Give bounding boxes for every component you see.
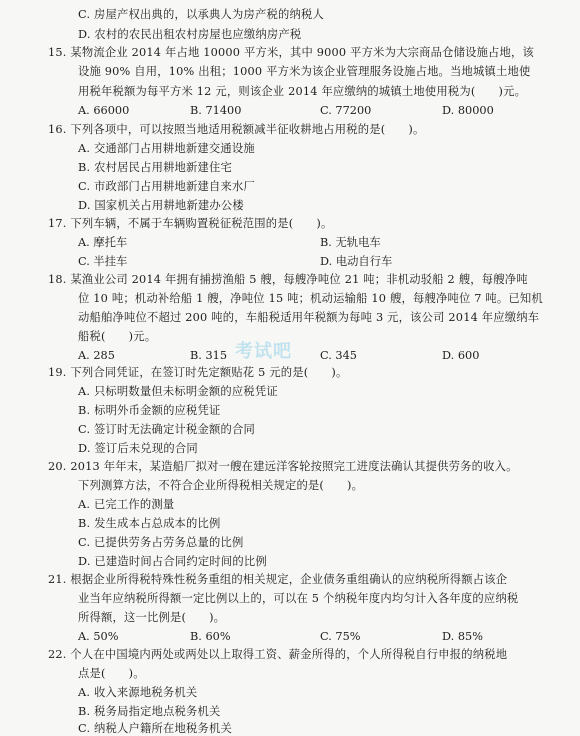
q19-stem: 19. 下列合同凭证，在签订时先定额贴花 5 元的是( )。: [48, 366, 348, 379]
q17-option-a: A. 摩托车: [78, 236, 128, 249]
q19-option-a: A. 只标明数量但未标明金额的应税凭证: [78, 385, 278, 398]
q15-options: [78, 104, 548, 118]
q22-option-c: C. 纳税人户籍所在地税务机关: [78, 722, 232, 735]
q20-stem-line2: 下列测算方法，不符合企业所得税相关规定的是( )。: [78, 479, 364, 492]
q15-stem-line3: 用税年税额为每平方米 12 元，则该企业 2014 年应缴纳的城镇土地使用税为( )元。: [78, 85, 527, 98]
q15-stem-line1: 15. 某物流企业 2014 年占地 10000 平方米，其中 9000 平方米为大宗商品仓储设施占地，该: [48, 46, 535, 59]
q18-options: [78, 349, 548, 363]
q17-option-b: B. 无轨电车: [320, 236, 381, 249]
q15-option-b: B. 71400: [190, 104, 242, 117]
q21-option-c: C. 75%: [320, 630, 361, 643]
q22-stem-line2: 点是( )。: [78, 667, 145, 680]
q22-stem-line1: 22. 个人在中国境内两处或两处以上取得工资、薪金所得的，个人所得税自行申报的纳税地: [48, 648, 508, 661]
q18-stem-line1: 18. 某渔业公司 2014 年拥有捕捞渔船 5 艘，每艘净吨位 21 吨；非机动驳船 2 艘，每艘净吨: [48, 273, 528, 286]
q16-option-a: A. 交通部门占用耕地新建交通设施: [78, 142, 255, 155]
q22-option-b: B. 税务局指定地点税务机关: [78, 705, 221, 718]
q16-stem: 16. 下列各项中，可以按照当地适用税额减半征收耕地占用税的是( )。: [48, 123, 425, 136]
q14-option-d: D. 农村的农民出租农村房屋也应缴纳房产税: [78, 28, 302, 41]
q20-stem-line1: 20. 2013 年年末，某造船厂拟对一艘在建远洋客轮按照完工进度法确认其提供劳务的收入。: [48, 460, 518, 473]
q18-option-c: C. 345: [320, 349, 357, 362]
q18-option-a: A. 285: [78, 349, 115, 362]
q15-option-d: D. 80000: [442, 104, 494, 117]
q16-option-b: B. 农村居民占用耕地新建住宅: [78, 161, 233, 174]
q18-stem-line2: 位 10 吨；机动补给船 1 艘，净吨位 15 吨；机动运输船 10 艘，每艘净吨位 7 吨。已知机: [78, 292, 543, 305]
q20-option-d: D. 已建造时间占合同约定时间的比例: [78, 555, 267, 568]
q20-option-a: A. 已完工作的测量: [78, 498, 175, 511]
q21-stem-line1: 21. 根据企业所得税特殊性税务重组的相关规定，企业债务重组确认的应纳税所得额占该企: [48, 573, 508, 586]
q19-option-d: D. 签订后未兑现的合同: [78, 442, 198, 455]
q18-option-b: B. 315: [190, 349, 228, 362]
q21-option-a: A. 50%: [78, 630, 119, 643]
q21-stem-line2: 业当年应纳税所得额一定比例以上的，可以在 5 个纳税年度内均匀计入各年度的应纳税: [78, 592, 519, 605]
q18-option-d: D. 600: [442, 349, 480, 362]
q15-stem-line2: 设施 90% 自用，10% 出租；1000 平方米为该企业管理服务设施占地。当地城镇土地使: [78, 65, 531, 78]
q21-option-b: B. 60%: [190, 630, 231, 643]
q18-stem-line4: 船税( )元。: [78, 330, 157, 343]
watermark-logo: 考试吧: [235, 341, 292, 362]
q21-options: [78, 630, 548, 644]
q19-option-b: B. 标明外币金额的应税凭证: [78, 404, 221, 417]
q17-options-row1: [78, 236, 548, 250]
q19-option-c: C. 签订时无法确定计税金额的合同: [78, 423, 255, 436]
q17-stem: 17. 下列车辆，不属于车辆购置税征税范围的是( )。: [48, 217, 333, 230]
q16-option-c: C. 市政部门占用耕地新建自来水厂: [78, 180, 255, 193]
q15-option-a: A. 66000: [78, 104, 130, 117]
q22-option-a: A. 收入来源地税务机关: [78, 686, 198, 699]
q18-stem-line3: 动船舶净吨位不超过 200 吨的，车船税适用年税额为每吨 3 元，该公司 2014 年应缴纳车: [78, 311, 540, 324]
q20-option-b: B. 发生成本占总成本的比例: [78, 517, 221, 530]
q15-option-c: C. 77200: [320, 104, 372, 117]
q21-option-d: D. 85%: [442, 630, 483, 643]
q16-option-d: D. 国家机关占用耕地新建办公楼: [78, 199, 244, 212]
q21-stem-line3: 所得额，这一比例是( )。: [78, 611, 226, 624]
q17-option-d: D. 电动自行车: [320, 255, 393, 268]
q17-option-c: C. 半挂车: [78, 255, 128, 268]
q17-options-row2: [78, 255, 548, 269]
q14-option-c: C. 房屋产权出典的，以承典人为房产税的纳税人: [78, 8, 324, 21]
q20-option-c: C. 已提供劳务占劳务总量的比例: [78, 536, 244, 549]
